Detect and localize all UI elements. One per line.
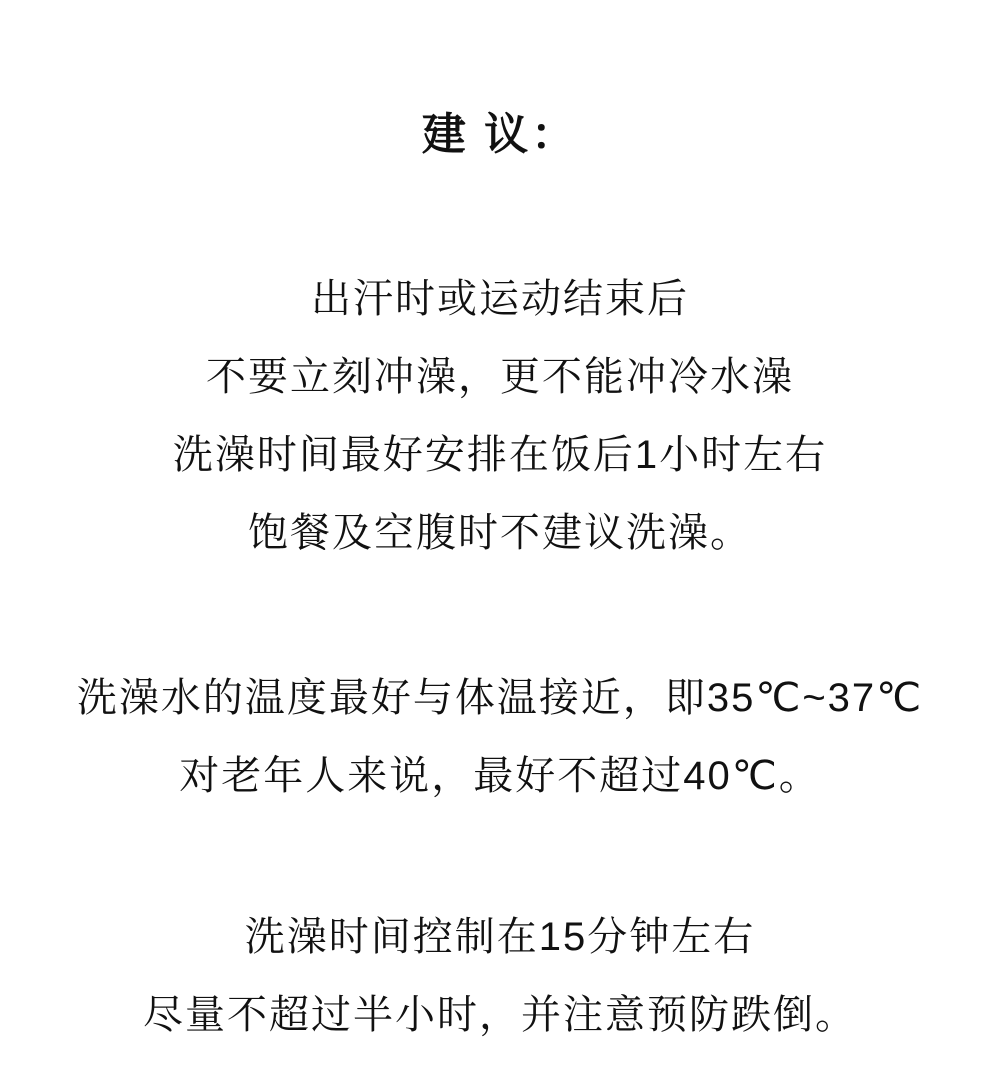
text-line: 洗澡时间最好安排在饭后1小时左右 — [172, 433, 828, 477]
page-title: 建 议： — [421, 110, 579, 159]
text-line: 不要立刻冲澡，更不能冲冷水澡 — [206, 355, 794, 399]
text-line: 洗澡时间控制在15分钟左右 — [244, 915, 756, 959]
text-line: 尽量不超过半小时，并注意预防跌倒。 — [143, 993, 857, 1037]
text-line: 饱餐及空腹时不建议洗澡。 — [248, 511, 752, 555]
text-line: 对老年人来说，最好不超过40℃。 — [179, 754, 821, 798]
paragraph-shower-timing — [0, 260, 1000, 572]
text-line: 洗澡水的温度最好与体温接近，即35℃~37℃ — [76, 676, 924, 720]
text-line: 出汗时或运动结束后 — [311, 277, 689, 321]
paragraph-shower-duration — [0, 898, 1000, 1054]
paragraph-water-temperature — [0, 659, 1000, 815]
